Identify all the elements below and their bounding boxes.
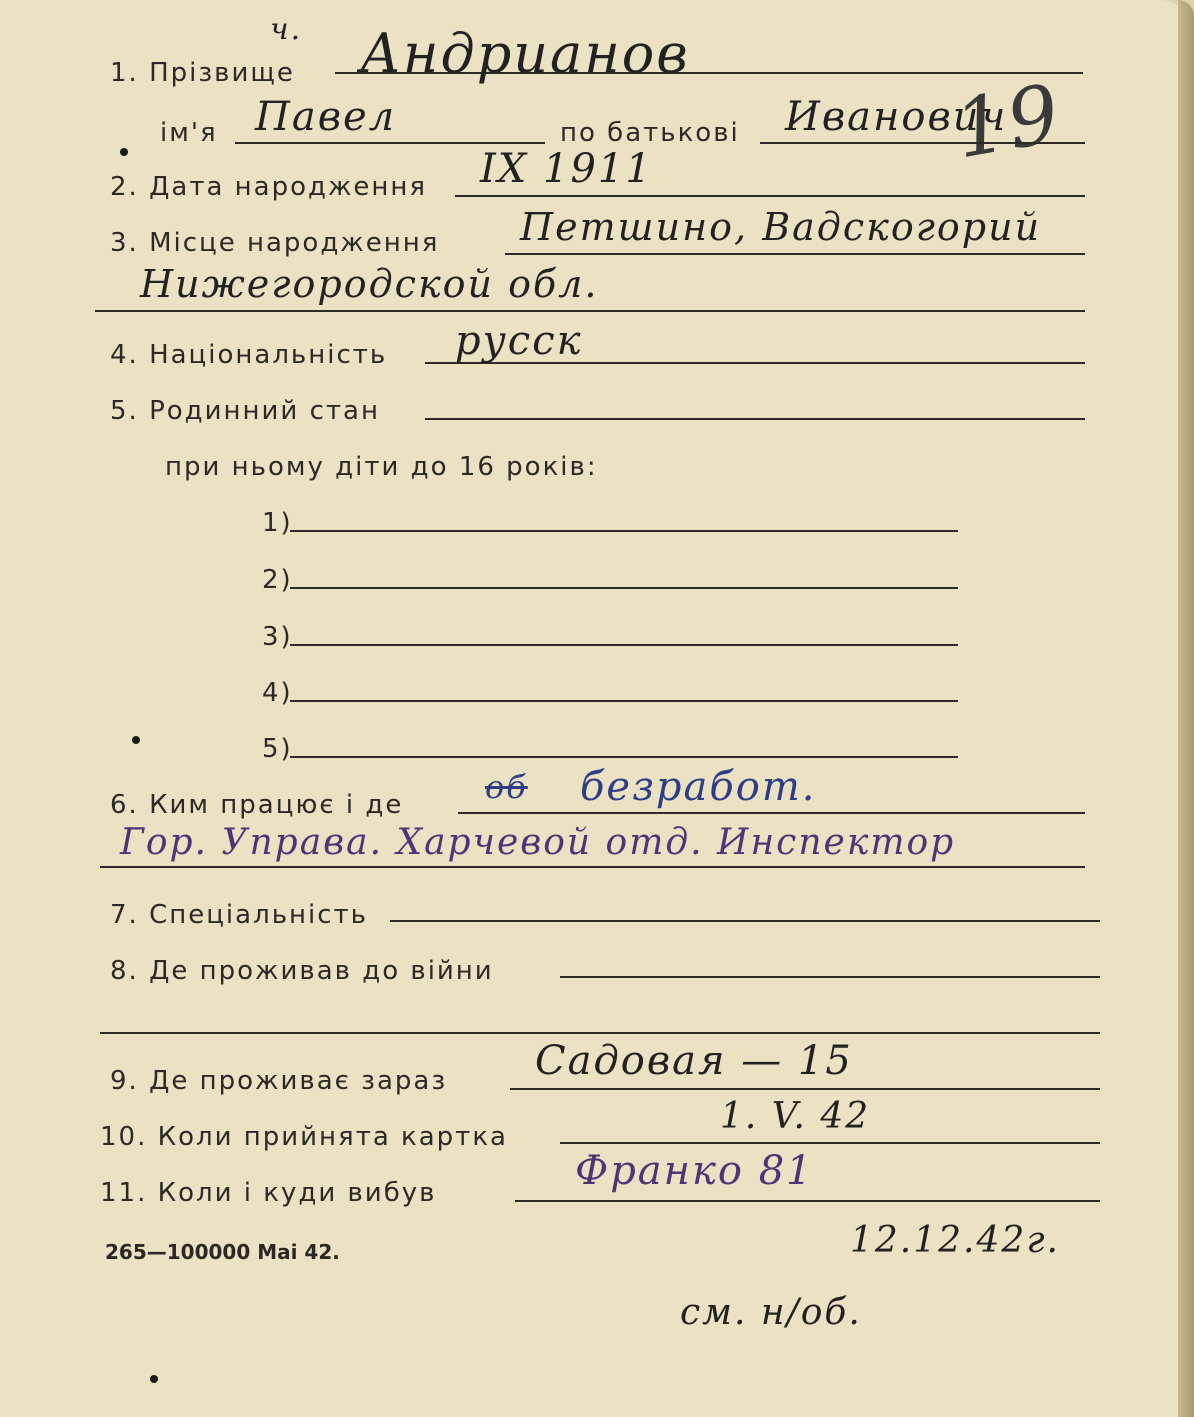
occupation-value-1: безработ. xyxy=(580,764,817,810)
nationality-value: русск xyxy=(455,318,583,364)
occupation-value-struck: об xyxy=(485,768,528,806)
date-note: 12.12.42г. xyxy=(850,1220,1060,1261)
child-2-label: 2) xyxy=(262,565,293,595)
birth-date-label: 2. Дата народження xyxy=(110,172,428,202)
marital-status-line xyxy=(425,418,1085,420)
patronymic-line xyxy=(760,142,1085,144)
birthplace-line-1 xyxy=(505,253,1085,255)
surname-value: Андрианов xyxy=(360,22,690,85)
birthplace-line-2 xyxy=(95,310,1085,312)
patronymic-value: Иванович xyxy=(785,94,1008,140)
surname-label: 1. Прізвище xyxy=(110,58,295,88)
child-3-line xyxy=(290,644,958,646)
current-residence-line xyxy=(510,1088,1100,1090)
birthplace-value-2: Нижегородской обл. xyxy=(140,262,599,306)
child-5-label: 5) xyxy=(262,734,293,764)
patronymic-label: по батькові xyxy=(560,118,740,148)
current-residence-value: Садовая — 15 xyxy=(535,1038,853,1084)
name-label: ім'я xyxy=(160,118,218,148)
child-1-line xyxy=(290,530,958,532)
child-5-line xyxy=(290,756,958,758)
specialty-label: 7. Спеціальність xyxy=(110,900,369,930)
print-code: 265—100000 Mai 42. xyxy=(105,1240,340,1264)
prewar-residence-label: 8. Де проживав до війни xyxy=(110,956,494,986)
departure-value: Франко 81 xyxy=(575,1148,814,1194)
corner-mark: 19 xyxy=(947,66,1069,177)
children-label: при ньому діти до 16 років: xyxy=(165,452,598,482)
occupation-label: 6. Ким працює і де xyxy=(110,790,404,820)
card-edge xyxy=(1178,0,1194,1417)
child-3-label: 3) xyxy=(262,622,293,652)
occupation-line-1 xyxy=(458,812,1085,814)
surname-mark: ч. xyxy=(270,12,303,47)
child-4-line xyxy=(290,700,958,702)
occupation-line-2 xyxy=(100,866,1085,868)
nationality-label: 4. Національність xyxy=(110,340,388,370)
birthplace-label: 3. Місце народження xyxy=(110,228,440,258)
birth-date-value: IX 1911 xyxy=(480,146,653,192)
punch-mark xyxy=(120,148,128,156)
card-accepted-label: 10. Коли прийнята картка xyxy=(100,1122,508,1152)
birth-date-line xyxy=(455,195,1085,197)
name-line xyxy=(235,142,545,144)
prewar-residence-line-1 xyxy=(560,976,1100,978)
child-2-line xyxy=(290,587,958,589)
prewar-residence-line-2 xyxy=(100,1032,1100,1034)
departure-line xyxy=(515,1200,1100,1202)
punch-mark xyxy=(150,1375,158,1383)
child-1-label: 1) xyxy=(262,508,293,538)
specialty-line xyxy=(390,920,1100,922)
reference-note: см. н/об. xyxy=(680,1292,862,1333)
punch-mark xyxy=(132,736,140,744)
current-residence-label: 9. Де проживає зараз xyxy=(110,1066,448,1096)
departure-label: 11. Коли і куди вибув xyxy=(100,1178,437,1208)
birthplace-value-1: Петшино, Вадскогорий xyxy=(520,205,1042,249)
marital-status-label: 5. Родинний стан xyxy=(110,396,380,426)
child-4-label: 4) xyxy=(262,678,293,708)
card-accepted-value: 1. V. 42 xyxy=(720,1096,871,1137)
occupation-value-2: Гор. Управа. Харчевой отд. Инспектор xyxy=(120,822,956,863)
card-accepted-line xyxy=(560,1142,1100,1144)
name-value: Павел xyxy=(255,94,397,140)
